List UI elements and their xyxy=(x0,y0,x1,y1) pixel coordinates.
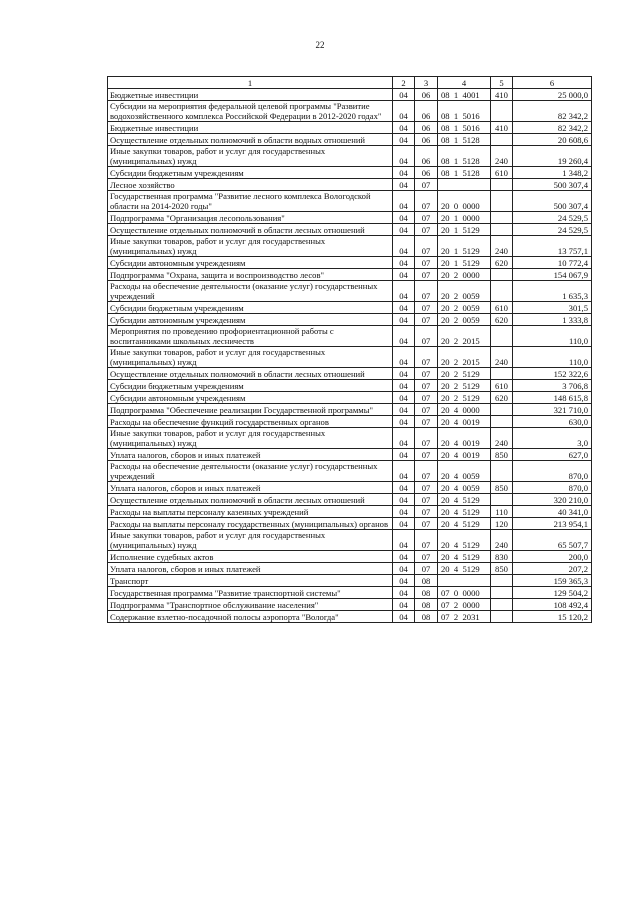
row-name-cell: Расходы на выплаты персоналу казенных учреждений xyxy=(108,506,393,518)
table-row xyxy=(108,179,592,191)
row-section-cell: 04 xyxy=(393,89,415,101)
row-amount-cell: 213 954,1 xyxy=(513,518,592,530)
row-target-code-cell: 20 0 0000 xyxy=(438,191,491,212)
row-target-code-cell: 20 4 0059 xyxy=(438,482,491,494)
row-target-code-cell: 20 1 5129 xyxy=(438,257,491,269)
table-row xyxy=(108,269,592,281)
col-header-1: 1 xyxy=(108,77,393,89)
row-target-code-cell: 20 1 0000 xyxy=(438,212,491,224)
row-amount-cell: 65 507,7 xyxy=(513,530,592,551)
row-target-code-cell: 07 0 0000 xyxy=(438,587,491,599)
row-section-cell: 04 xyxy=(393,404,415,416)
row-expense-type-cell: 850 xyxy=(491,482,513,494)
row-section-cell: 04 xyxy=(393,482,415,494)
row-expense-type-cell xyxy=(491,326,513,347)
row-name-cell: Подпрограмма "Охрана, защита и воспроизводство лесов" xyxy=(108,269,393,281)
col-header-6: 6 xyxy=(513,77,592,89)
row-name-cell: Иные закупки товаров, работ и услуг для государственных (муниципальных) нужд xyxy=(108,236,393,257)
row-subsection-cell: 07 xyxy=(415,314,438,326)
row-section-cell: 04 xyxy=(393,461,415,482)
row-expense-type-cell: 610 xyxy=(491,167,513,179)
row-target-code-cell xyxy=(438,575,491,587)
row-subsection-cell: 07 xyxy=(415,179,438,191)
row-target-code-cell xyxy=(438,179,491,191)
table-row xyxy=(108,89,592,101)
row-expense-type-cell xyxy=(491,416,513,428)
row-target-code-cell: 20 4 5129 xyxy=(438,530,491,551)
row-expense-type-cell: 620 xyxy=(491,392,513,404)
row-section-cell: 04 xyxy=(393,257,415,269)
col-header-4: 4 xyxy=(438,77,491,89)
row-subsection-cell: 08 xyxy=(415,575,438,587)
row-amount-cell: 301,5 xyxy=(513,302,592,314)
row-amount-cell: 25 000,0 xyxy=(513,89,592,101)
row-amount-cell: 24 529,5 xyxy=(513,224,592,236)
row-target-code-cell: 20 4 5129 xyxy=(438,518,491,530)
row-expense-type-cell xyxy=(491,281,513,302)
row-section-cell: 04 xyxy=(393,212,415,224)
row-subsection-cell: 06 xyxy=(415,101,438,122)
row-expense-type-cell: 410 xyxy=(491,89,513,101)
row-amount-cell: 24 529,5 xyxy=(513,212,592,224)
row-name-cell: Уплата налогов, сборов и иных платежей xyxy=(108,482,393,494)
table-row xyxy=(108,302,592,314)
row-amount-cell: 108 492,4 xyxy=(513,599,592,611)
row-amount-cell: 1 348,2 xyxy=(513,167,592,179)
row-subsection-cell: 08 xyxy=(415,599,438,611)
row-name-cell: Иные закупки товаров, работ и услуг для государственных (муниципальных) нужд xyxy=(108,347,393,368)
row-expense-type-cell xyxy=(491,212,513,224)
row-target-code-cell: 20 4 0000 xyxy=(438,404,491,416)
col-header-5: 5 xyxy=(491,77,513,89)
row-target-code-cell: 08 1 4001 xyxy=(438,89,491,101)
row-amount-cell: 110,0 xyxy=(513,326,592,347)
row-subsection-cell: 07 xyxy=(415,281,438,302)
row-subsection-cell: 08 xyxy=(415,611,438,623)
row-expense-type-cell xyxy=(491,224,513,236)
row-section-cell: 04 xyxy=(393,428,415,449)
row-amount-cell: 82 342,2 xyxy=(513,101,592,122)
row-target-code-cell: 20 4 5129 xyxy=(438,494,491,506)
table-row xyxy=(108,461,592,482)
table-row xyxy=(108,482,592,494)
row-subsection-cell: 07 xyxy=(415,326,438,347)
row-name-cell: Осуществление отдельных полномочий в области водных отношений xyxy=(108,134,393,146)
row-target-code-cell: 08 1 5128 xyxy=(438,134,491,146)
row-subsection-cell: 07 xyxy=(415,530,438,551)
row-subsection-cell: 07 xyxy=(415,416,438,428)
row-section-cell: 04 xyxy=(393,368,415,380)
row-subsection-cell: 07 xyxy=(415,461,438,482)
row-expense-type-cell: 240 xyxy=(491,146,513,167)
row-name-cell: Осуществление отдельных полномочий в области лесных отношений xyxy=(108,224,393,236)
table-row xyxy=(108,563,592,575)
row-expense-type-cell xyxy=(491,494,513,506)
row-name-cell: Субсидии автономным учреждениям xyxy=(108,392,393,404)
row-expense-type-cell xyxy=(491,134,513,146)
row-section-cell: 04 xyxy=(393,326,415,347)
row-amount-cell: 129 504,2 xyxy=(513,587,592,599)
row-target-code-cell: 20 2 0000 xyxy=(438,269,491,281)
row-section-cell: 04 xyxy=(393,302,415,314)
table-row xyxy=(108,518,592,530)
row-subsection-cell: 08 xyxy=(415,587,438,599)
row-subsection-cell: 07 xyxy=(415,269,438,281)
row-subsection-cell: 07 xyxy=(415,563,438,575)
row-amount-cell: 207,2 xyxy=(513,563,592,575)
table-row xyxy=(108,449,592,461)
row-subsection-cell: 07 xyxy=(415,551,438,563)
row-expense-type-cell xyxy=(491,599,513,611)
row-name-cell: Бюджетные инвестиции xyxy=(108,89,393,101)
row-expense-type-cell: 620 xyxy=(491,257,513,269)
row-target-code-cell: 08 1 5016 xyxy=(438,122,491,134)
row-target-code-cell: 20 2 5129 xyxy=(438,380,491,392)
row-name-cell: Субсидии автономным учреждениям xyxy=(108,314,393,326)
row-name-cell: Расходы на выплаты персоналу государственных (муниципальных) органов xyxy=(108,518,393,530)
row-section-cell: 04 xyxy=(393,281,415,302)
table-row xyxy=(108,392,592,404)
row-name-cell: Осуществление отдельных полномочий в области лесных отношений xyxy=(108,368,393,380)
row-name-cell: Расходы на обеспечение деятельности (оказание услуг) государственных учреждений xyxy=(108,281,393,302)
row-section-cell: 04 xyxy=(393,146,415,167)
row-amount-cell: 627,0 xyxy=(513,449,592,461)
row-amount-cell: 321 710,0 xyxy=(513,404,592,416)
row-section-cell: 04 xyxy=(393,347,415,368)
row-name-cell: Бюджетные инвестиции xyxy=(108,122,393,134)
row-name-cell: Подпрограмма "Организация лесопользования" xyxy=(108,212,393,224)
row-section-cell: 04 xyxy=(393,494,415,506)
row-target-code-cell: 20 4 0059 xyxy=(438,461,491,482)
row-amount-cell: 10 772,4 xyxy=(513,257,592,269)
row-expense-type-cell xyxy=(491,611,513,623)
row-section-cell: 04 xyxy=(393,530,415,551)
table-row xyxy=(108,212,592,224)
row-amount-cell: 320 210,0 xyxy=(513,494,592,506)
row-expense-type-cell xyxy=(491,404,513,416)
row-name-cell: Уплата налогов, сборов и иных платежей xyxy=(108,449,393,461)
row-target-code-cell: 20 4 0019 xyxy=(438,449,491,461)
row-target-code-cell: 20 4 5129 xyxy=(438,563,491,575)
table-row xyxy=(108,257,592,269)
table-row xyxy=(108,167,592,179)
table-row xyxy=(108,191,592,212)
row-section-cell: 04 xyxy=(393,122,415,134)
row-subsection-cell: 07 xyxy=(415,506,438,518)
row-amount-cell: 82 342,2 xyxy=(513,122,592,134)
row-amount-cell: 40 341,0 xyxy=(513,506,592,518)
row-subsection-cell: 07 xyxy=(415,392,438,404)
row-amount-cell: 1 635,3 xyxy=(513,281,592,302)
row-section-cell: 04 xyxy=(393,224,415,236)
row-subsection-cell: 06 xyxy=(415,89,438,101)
table-row xyxy=(108,122,592,134)
row-name-cell: Транспорт xyxy=(108,575,393,587)
row-name-cell: Подпрограмма "Обеспечение реализации Государственной программы" xyxy=(108,404,393,416)
table-row xyxy=(108,281,592,302)
row-expense-type-cell: 110 xyxy=(491,506,513,518)
row-target-code-cell: 20 4 5129 xyxy=(438,506,491,518)
row-expense-type-cell xyxy=(491,575,513,587)
row-target-code-cell: 20 1 5129 xyxy=(438,224,491,236)
row-amount-cell: 152 322,6 xyxy=(513,368,592,380)
row-section-cell: 04 xyxy=(393,167,415,179)
row-subsection-cell: 07 xyxy=(415,404,438,416)
table-row xyxy=(108,134,592,146)
row-expense-type-cell: 240 xyxy=(491,530,513,551)
row-amount-cell: 870,0 xyxy=(513,461,592,482)
row-section-cell: 04 xyxy=(393,191,415,212)
row-name-cell: Осуществление отдельных полномочий в области лесных отношений xyxy=(108,494,393,506)
row-expense-type-cell: 120 xyxy=(491,518,513,530)
table-row xyxy=(108,551,592,563)
row-name-cell: Иные закупки товаров, работ и услуг для государственных (муниципальных) нужд xyxy=(108,146,393,167)
table-row xyxy=(108,611,592,623)
table-row xyxy=(108,326,592,347)
row-target-code-cell: 08 1 5016 xyxy=(438,101,491,122)
row-section-cell: 04 xyxy=(393,392,415,404)
row-subsection-cell: 06 xyxy=(415,146,438,167)
row-section-cell: 04 xyxy=(393,506,415,518)
row-section-cell: 04 xyxy=(393,134,415,146)
row-amount-cell: 200,0 xyxy=(513,551,592,563)
row-target-code-cell: 20 4 0019 xyxy=(438,416,491,428)
row-section-cell: 04 xyxy=(393,518,415,530)
row-section-cell: 04 xyxy=(393,587,415,599)
row-target-code-cell: 07 2 0000 xyxy=(438,599,491,611)
row-name-cell: Государственная программа "Развитие лесного комплекса Вологодской области на 2014-2020 годы" xyxy=(108,191,393,212)
row-section-cell: 04 xyxy=(393,314,415,326)
row-subsection-cell: 07 xyxy=(415,302,438,314)
row-expense-type-cell: 240 xyxy=(491,428,513,449)
row-expense-type-cell: 620 xyxy=(491,314,513,326)
row-name-cell: Содержание взлетно-посадочной полосы аэропорта "Вологда" xyxy=(108,611,393,623)
row-expense-type-cell xyxy=(491,101,513,122)
row-amount-cell: 19 260,4 xyxy=(513,146,592,167)
row-section-cell: 04 xyxy=(393,575,415,587)
row-target-code-cell: 20 1 5129 xyxy=(438,236,491,257)
row-name-cell: Расходы на обеспечение деятельности (оказание услуг) государственных учреждений xyxy=(108,461,393,482)
row-amount-cell: 13 757,1 xyxy=(513,236,592,257)
row-expense-type-cell xyxy=(491,461,513,482)
row-subsection-cell: 06 xyxy=(415,122,438,134)
row-name-cell: Субсидии бюджетным учреждениям xyxy=(108,380,393,392)
row-expense-type-cell: 410 xyxy=(491,122,513,134)
row-expense-type-cell xyxy=(491,269,513,281)
row-subsection-cell: 07 xyxy=(415,191,438,212)
table-row xyxy=(108,380,592,392)
row-name-cell: Иные закупки товаров, работ и услуг для государственных (муниципальных) нужд xyxy=(108,530,393,551)
row-expense-type-cell: 830 xyxy=(491,551,513,563)
row-target-code-cell: 20 4 0019 xyxy=(438,428,491,449)
row-name-cell: Субсидии бюджетным учреждениям xyxy=(108,302,393,314)
row-section-cell: 04 xyxy=(393,611,415,623)
row-expense-type-cell: 610 xyxy=(491,302,513,314)
table-row xyxy=(108,347,592,368)
row-amount-cell: 3 706,8 xyxy=(513,380,592,392)
table-row xyxy=(108,416,592,428)
col-header-2: 2 xyxy=(393,77,415,89)
row-subsection-cell: 07 xyxy=(415,482,438,494)
row-amount-cell: 154 067,9 xyxy=(513,269,592,281)
row-subsection-cell: 07 xyxy=(415,428,438,449)
row-expense-type-cell: 240 xyxy=(491,236,513,257)
row-section-cell: 04 xyxy=(393,380,415,392)
row-target-code-cell: 20 2 0059 xyxy=(438,302,491,314)
table-row xyxy=(108,506,592,518)
row-section-cell: 04 xyxy=(393,551,415,563)
row-section-cell: 04 xyxy=(393,179,415,191)
row-name-cell: Уплата налогов, сборов и иных платежей xyxy=(108,563,393,575)
table-row xyxy=(108,494,592,506)
table-row xyxy=(108,368,592,380)
row-name-cell: Субсидии автономным учреждениям xyxy=(108,257,393,269)
table-row xyxy=(108,530,592,551)
row-subsection-cell: 07 xyxy=(415,212,438,224)
row-expense-type-cell xyxy=(491,179,513,191)
table-row xyxy=(108,314,592,326)
row-expense-type-cell xyxy=(491,191,513,212)
table-row xyxy=(108,224,592,236)
col-header-3: 3 xyxy=(415,77,438,89)
table-row xyxy=(108,236,592,257)
row-target-code-cell: 08 1 5128 xyxy=(438,146,491,167)
row-amount-cell: 148 615,8 xyxy=(513,392,592,404)
row-subsection-cell: 07 xyxy=(415,449,438,461)
table-row xyxy=(108,599,592,611)
row-section-cell: 04 xyxy=(393,449,415,461)
table-row xyxy=(108,575,592,587)
row-amount-cell: 870,0 xyxy=(513,482,592,494)
row-target-code-cell: 20 2 5129 xyxy=(438,368,491,380)
table-row xyxy=(108,587,592,599)
row-section-cell: 04 xyxy=(393,101,415,122)
row-expense-type-cell xyxy=(491,368,513,380)
table-row xyxy=(108,101,592,122)
row-subsection-cell: 07 xyxy=(415,257,438,269)
row-section-cell: 04 xyxy=(393,599,415,611)
row-section-cell: 04 xyxy=(393,416,415,428)
row-section-cell: 04 xyxy=(393,563,415,575)
row-amount-cell: 15 120,2 xyxy=(513,611,592,623)
row-name-cell: Субсидии на мероприятия федеральной целевой программы "Развитие водохозяйственного комплекса Российской Федерации в 2012-2020 годах" xyxy=(108,101,393,122)
row-subsection-cell: 06 xyxy=(415,134,438,146)
row-amount-cell: 1 333,8 xyxy=(513,314,592,326)
row-section-cell: 04 xyxy=(393,236,415,257)
table-row xyxy=(108,428,592,449)
row-subsection-cell: 07 xyxy=(415,494,438,506)
row-expense-type-cell: 850 xyxy=(491,449,513,461)
page-number: 22 xyxy=(315,40,325,50)
row-section-cell: 04 xyxy=(393,269,415,281)
row-target-code-cell: 20 2 5129 xyxy=(438,392,491,404)
row-name-cell: Субсидии бюджетным учреждениям xyxy=(108,167,393,179)
table-body xyxy=(108,89,592,623)
row-target-code-cell: 20 2 2015 xyxy=(438,347,491,368)
row-name-cell: Иные закупки товаров, работ и услуг для государственных (муниципальных) нужд xyxy=(108,428,393,449)
row-expense-type-cell: 240 xyxy=(491,347,513,368)
row-subsection-cell: 07 xyxy=(415,236,438,257)
row-subsection-cell: 07 xyxy=(415,347,438,368)
row-name-cell: Подпрограмма "Транспортное обслуживание населения" xyxy=(108,599,393,611)
row-amount-cell: 630,0 xyxy=(513,416,592,428)
row-subsection-cell: 07 xyxy=(415,518,438,530)
row-amount-cell: 159 365,3 xyxy=(513,575,592,587)
row-expense-type-cell xyxy=(491,587,513,599)
row-subsection-cell: 07 xyxy=(415,380,438,392)
row-amount-cell: 110,0 xyxy=(513,347,592,368)
row-target-code-cell: 20 4 5129 xyxy=(438,551,491,563)
row-amount-cell: 20 608,6 xyxy=(513,134,592,146)
row-name-cell: Расходы на обеспечение функций государственных органов xyxy=(108,416,393,428)
header-row xyxy=(108,77,592,89)
row-target-code-cell: 20 2 0059 xyxy=(438,314,491,326)
row-expense-type-cell: 850 xyxy=(491,563,513,575)
row-subsection-cell: 06 xyxy=(415,167,438,179)
row-amount-cell: 500 307,4 xyxy=(513,179,592,191)
row-name-cell: Исполнение судебных актов xyxy=(108,551,393,563)
row-amount-cell: 3,0 xyxy=(513,428,592,449)
row-name-cell: Лесное хозяйство xyxy=(108,179,393,191)
table-row xyxy=(108,404,592,416)
row-target-code-cell: 20 2 0059 xyxy=(438,281,491,302)
row-target-code-cell: 07 2 2031 xyxy=(438,611,491,623)
row-subsection-cell: 07 xyxy=(415,368,438,380)
budget-table xyxy=(107,76,592,623)
row-amount-cell: 500 307,4 xyxy=(513,191,592,212)
row-subsection-cell: 07 xyxy=(415,224,438,236)
row-name-cell: Государственная программа "Развитие транспортной системы" xyxy=(108,587,393,599)
table-row xyxy=(108,146,592,167)
row-name-cell: Мероприятия по проведению профориентационной работы с воспитанниками школьных лесничеств xyxy=(108,326,393,347)
row-expense-type-cell: 610 xyxy=(491,380,513,392)
row-target-code-cell: 08 1 5128 xyxy=(438,167,491,179)
row-target-code-cell: 20 2 2015 xyxy=(438,326,491,347)
